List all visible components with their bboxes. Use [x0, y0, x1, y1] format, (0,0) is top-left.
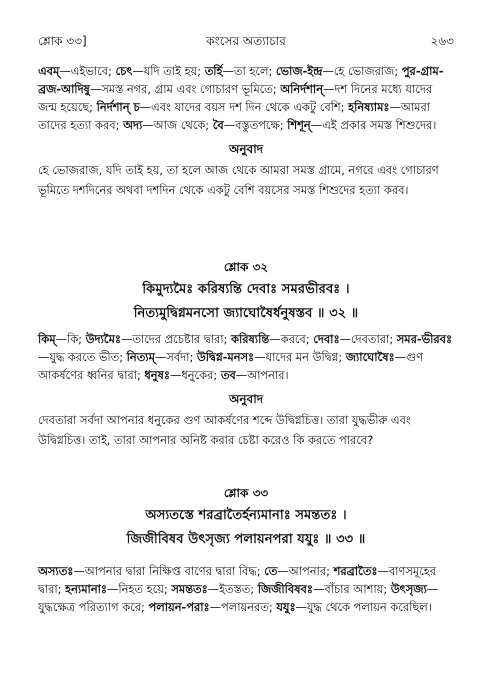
synonym-meaning: আজ থেকে;: [153, 118, 213, 132]
shloka-32-line-2: নিত্যমুদ্বিগ্নমনসো জ্যাঘোষৈর্ধনুষস্তব ॥ ৩২ ॥: [133, 306, 359, 321]
synonym-meaning: আপনার;: [288, 564, 334, 578]
synonym-term: সমর-ভীরবঃ: [396, 332, 453, 346]
synonym-meaning: এই প্রকার সমস্ত শিশুদের।: [322, 118, 437, 132]
synonym-term: তব: [220, 368, 236, 382]
synonym-term: অনির্দশান্: [280, 82, 323, 96]
synonym-term: ভোজ-ইন্দ্র: [275, 64, 323, 78]
shloka-33-line-1: অস্যতস্তে শরব্রাতৈর্হন্যমানাঃ সমন্ততঃ ।: [145, 508, 347, 523]
page-number: ২৬৩: [430, 34, 454, 48]
synonym-meaning: নিহত হয়ে;: [118, 582, 172, 596]
synonym-term: তর্হি: [204, 64, 223, 78]
synonym-meaning: করবে;: [280, 332, 314, 346]
synonym-meaning: বস্তুতপক্ষে;: [235, 118, 288, 132]
synonym-meaning: হে ভোজরাজ;: [333, 64, 402, 78]
synonym-meaning: বাণসমূহের দ্বারা;: [38, 564, 437, 596]
synonym-meaning: ইতস্তত;: [219, 582, 258, 596]
synonym-term: উদ্যমৈঃ: [85, 332, 121, 346]
synonyms-33: অস্যতঃ—আপনার দ্বারা নিক্ষিপ্ত বাণের দ্বারা বিদ্ধ; তে—আপনার; শরব্রাতৈঃ—বাণসমূহের দ্বারা; হন্যমানাঃ—নিহত হয়ে; সমন্ততঃ—ইতস্তত; জিজীবিষবঃ—বাঁচার আশায়; উৎসৃজ্য—যুদ্ধক্ষেত্র পরিত্যাগ করে; পলায়ন-পরাঃ—পলায়নরত; যযুঃ—যুদ্ধ থেকে পলায়ন করেছিল।: [38, 564, 439, 614]
shloka-33-line-2: জিজীবিষব উৎসৃজ্য পলায়নপরা যযুঃ ॥ ৩৩ ॥: [126, 532, 366, 547]
synonym-meaning: দশ দিনের মধ্যে যাদের জন্ম হয়েছে;: [38, 82, 433, 114]
translation-heading-2: অনুবাদ: [228, 392, 264, 406]
header-left: শ্লোক ৩৩]: [38, 34, 87, 48]
synonyms-top: এবম্—এইভাবে; চেৎ—যদি তাই হয়; তর্হি—তা হলে; ভোজ-ইন্দ্র—হে ভোজরাজ; পুর-গ্রাম-ব্রজ-আদিষু—সমস্ত নগর, গ্রাম এবং গোচারণ ভূমিতে; অনির্দশান্—দশ দিনের মধ্যে যাদের জন্ম হয়েছে; নির্দশান্ চ—এবং যাদের বয়স দশ দিন থেকে একটু বেশি; হনিষ্যামঃ—আমরা তাদের হত্যা করব; অদ্য—আজ থেকে; বৈ—বস্তুতপক্ষে; শিশূন্—এই প্রকার সমস্ত শিশুদের।: [38, 64, 444, 132]
synonym-term: পলায়ন-পরাঃ: [148, 600, 210, 614]
synonym-term: ধনুষঃ: [144, 368, 170, 382]
synonym-meaning: দেবতারা;: [350, 332, 397, 346]
synonym-term: বৈ: [212, 118, 224, 132]
shloka-33-heading: শ্লোক ৩৩: [223, 486, 269, 500]
synonym-term: শরব্রাতৈঃ: [333, 564, 378, 578]
synonym-term: উদ্বিগ্ন-মনসঃ: [196, 350, 255, 364]
synonym-term: অস্যতঃ: [38, 564, 74, 578]
synonym-term: নিত্যম্: [126, 350, 155, 364]
synonym-meaning: তা হলে;: [233, 64, 276, 78]
synonym-term: হনিষ্যামঃ: [348, 100, 390, 114]
synonym-term: সমন্ততঃ: [171, 582, 208, 596]
synonym-meaning: যুদ্ধক্ষেত্র পরিত্যাগ করে;: [38, 600, 149, 614]
synonym-meaning: কি;: [66, 332, 86, 346]
synonym-meaning: এবং যাদের বয়স দশ দিন থেকে একটু বেশি;: [151, 100, 349, 114]
synonym-term: শিশূন্: [287, 118, 311, 132]
synonym-term: হন্যমানাঃ: [65, 582, 107, 596]
synonym-term: জ্যাঘোষৈঃ: [345, 350, 395, 364]
synonym-term: করিষ্যন্তি: [231, 332, 270, 346]
synonym-meaning: এইভাবে;: [70, 64, 116, 78]
synonyms-32: কিম্—কি; উদ্যমৈঃ—তাদের প্রচেষ্টার দ্বারা; করিষ্যন্তি—করবে; দেবাঃ—দেবতারা; সমর-ভীরবঃ—যুদ্ধ করতে ভীত; নিত্যম্—সর্বদা; উদ্বিগ্ন-মনসঃ—যাদের মন উদ্বিগ্ন; জ্যাঘোষৈঃ—গুণ আকর্ষণের ধ্বনির দ্বারা; ধনুষঃ—ধনুকের; তব—আপনার।: [38, 332, 453, 382]
translation-1: হে ভোজরাজ, যদি তাই হয়, তা হলে আজ থেকে আমরা সমস্ত গ্রামে, নগরে এবং গোচারণ ভূমিতে দশদিনের অথবা দশদিন থেকে একটু বেশি বয়সের সমস্ত শিশুদের হত্যা করব।: [38, 163, 439, 197]
synonym-term: জিজীবিষবঃ: [257, 582, 313, 596]
synonym-meaning: সমস্ত নগর, গ্রাম এবং গোচারণ ভূমিতে;: [101, 82, 281, 96]
synonym-meaning: যুদ্ধ করতে ভীত;: [49, 350, 127, 364]
synonym-meaning: যুদ্ধ থেকে পলায়ন করেছিল।: [306, 600, 432, 614]
synonym-term: পুর-গ্রাম-ব্রজ-আদিষু: [38, 64, 444, 96]
synonym-meaning: যাদের মন উদ্বিগ্ন;: [265, 350, 346, 364]
synonym-term: যযুঃ: [276, 600, 296, 614]
synonym-term: উৎসৃজ্য: [390, 582, 427, 596]
shloka-32-line-1: কিমুদ্যমৈঃ করিষ্যন্তি দেবাঃ সমরভীরবঃ ।: [142, 282, 350, 297]
synonym-term: দেবাঃ: [313, 332, 340, 346]
synonym-meaning: বাঁচার আশায়;: [324, 582, 391, 596]
synonym-term: অদ্য: [123, 118, 143, 132]
shloka-32-heading: শ্লোক ৩২: [223, 260, 269, 274]
translation-heading-1: অনুবাদ: [228, 142, 264, 156]
synonym-meaning: যদি তাই হয়;: [143, 64, 205, 78]
synonym-term: নির্দশান্ চ: [96, 100, 140, 114]
translation-2: দেবতারা সর্বদা আপনার ধনুকের গুণ আকর্ষণের শব্দে উদ্বিগ্নচিত্ত। তারা যুদ্ধভীরু এবং উদ্বিগ্নচিত্ত। তাই, তারা আপনার অনিষ্ট করার চেষ্টা করেও কি করতে পারবে?: [38, 413, 411, 447]
synonym-meaning: ধনুকের;: [181, 368, 221, 382]
synonym-term: এবম্: [38, 64, 60, 78]
synonym-meaning: আমরা তাদের হত্যা করব;: [38, 100, 431, 132]
synonym-meaning: পলায়নরত;: [221, 600, 277, 614]
synonym-term: তে: [264, 564, 278, 578]
synonym-meaning: গুণ আকর্ষণের ধ্বনির দ্বারা;: [38, 350, 424, 382]
synonym-term: কিম্: [38, 332, 56, 346]
synonym-meaning: আপনার।: [247, 368, 289, 382]
page-header: [38, 34, 454, 52]
header-center: কংসের অত্যাচার: [206, 34, 286, 48]
synonym-meaning: তাদের প্রচেষ্টার দ্বারা;: [132, 332, 232, 346]
synonym-meaning: আপনার দ্বারা নিক্ষিপ্ত বাণের দ্বারা বিদ্ধ;: [84, 564, 265, 578]
synonym-term: চেৎ: [115, 64, 133, 78]
synonym-meaning: সর্বদা;: [166, 350, 197, 364]
